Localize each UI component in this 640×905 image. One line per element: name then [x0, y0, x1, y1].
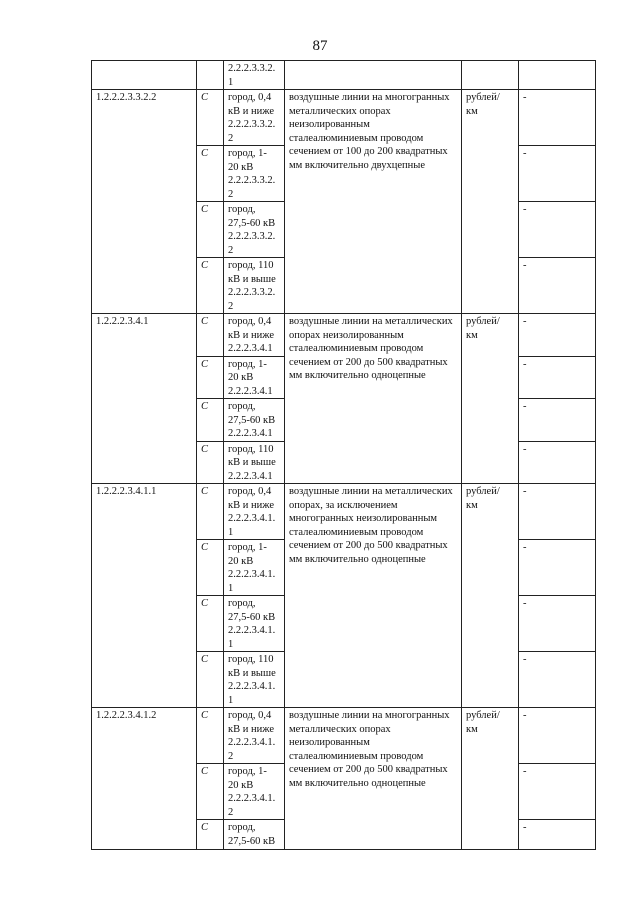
code-cell: 1.2.2.2.3.3.2.2: [92, 90, 197, 314]
tariff-table: [91, 60, 596, 850]
unit-cell: [462, 61, 519, 90]
value-cell: -: [519, 356, 596, 399]
tariff-table-body: [92, 61, 596, 850]
condition-cell: 2.2.2.3.3.2. 1: [224, 61, 285, 90]
letter-cell: С: [197, 314, 224, 357]
condition-cell: город, 0,4 кВ и ниже 2.2.2.3.4.1. 2: [224, 708, 285, 764]
letter-cell: С: [197, 399, 224, 442]
value-cell: -: [519, 314, 596, 357]
description-cell: воздушные линии на многогранных металлических опорах неизолированным сталеалюминиевым проводом сечением от 200 до 500 квадратных мм включительно одноцепные: [285, 708, 462, 850]
unit-cell: рублей/ км: [462, 314, 519, 484]
unit-cell: рублей/ км: [462, 90, 519, 314]
condition-cell: город, 0,4 кВ и ниже 2.2.2.3.3.2. 2: [224, 90, 285, 146]
condition-cell: город, 0,4 кВ и ниже 2.2.2.3.4.1. 1: [224, 484, 285, 540]
letter-cell: С: [197, 356, 224, 399]
letter-cell: С: [197, 258, 224, 314]
value-cell: -: [519, 90, 596, 146]
table-row: [92, 484, 596, 540]
condition-cell: город, 1- 20 кВ 2.2.2.3.4.1. 2: [224, 764, 285, 820]
condition-cell: город, 1- 20 кВ 2.2.2.3.3.2. 2: [224, 146, 285, 202]
condition-cell: город, 27,5-60 кВ 2.2.2.3.3.2. 2: [224, 202, 285, 258]
description-cell: воздушные линии на металлических опорах неизолированным сталеалюминиевым проводом сечением от 200 до 500 квадратных мм включительно одноцепные: [285, 314, 462, 484]
condition-cell: город, 1- 20 кВ 2.2.2.3.4.1: [224, 356, 285, 399]
letter-cell: С: [197, 540, 224, 596]
letter-cell: С: [197, 820, 224, 850]
letter-cell: С: [197, 146, 224, 202]
table-row: [92, 61, 596, 90]
value-cell: -: [519, 708, 596, 764]
unit-cell: рублей/ км: [462, 708, 519, 850]
code-cell: 1.2.2.2.3.4.1.1: [92, 484, 197, 708]
value-cell: -: [519, 820, 596, 850]
table-row: [92, 708, 596, 764]
letter-cell: С: [197, 202, 224, 258]
value-cell: -: [519, 202, 596, 258]
condition-cell: город, 110 кВ и выше 2.2.2.3.4.1: [224, 441, 285, 484]
condition-cell: город, 0,4 кВ и ниже 2.2.2.3.4.1: [224, 314, 285, 357]
value-cell: [519, 61, 596, 90]
value-cell: -: [519, 484, 596, 540]
condition-cell: город, 1- 20 кВ 2.2.2.3.4.1. 1: [224, 540, 285, 596]
value-cell: -: [519, 540, 596, 596]
letter-cell: С: [197, 708, 224, 764]
page-number: 87: [312, 38, 328, 54]
value-cell: -: [519, 764, 596, 820]
value-cell: -: [519, 441, 596, 484]
letter-cell: С: [197, 764, 224, 820]
condition-cell: город, 27,5-60 кВ 2.2.2.3.4.1. 1: [224, 596, 285, 652]
table-row: [92, 90, 596, 146]
condition-cell: город, 27,5-60 кВ: [224, 820, 285, 850]
letter-cell: [197, 61, 224, 90]
value-cell: -: [519, 652, 596, 708]
letter-cell: С: [197, 652, 224, 708]
value-cell: -: [519, 258, 596, 314]
unit-cell: рублей/ км: [462, 484, 519, 708]
code-cell: 1.2.2.2.3.4.1: [92, 314, 197, 484]
description-cell: воздушные линии на металлических опорах, за исключением многогранных неизолированным сталеалюминиевым проводом сечением от 200 до 500 квадратных мм включительно одноцепные: [285, 484, 462, 708]
value-cell: -: [519, 146, 596, 202]
letter-cell: С: [197, 484, 224, 540]
condition-cell: город, 110 кВ и выше 2.2.2.3.3.2. 2: [224, 258, 285, 314]
value-cell: -: [519, 399, 596, 442]
table-row: [92, 314, 596, 357]
code-cell: 1.2.2.2.3.4.1.2: [92, 708, 197, 850]
code-cell: [92, 61, 197, 90]
value-cell: -: [519, 596, 596, 652]
description-cell: воздушные линии на многогранных металлических опорах неизолированным сталеалюминиевым проводом сечением от 100 до 200 квадратных мм включительно двухцепные: [285, 90, 462, 314]
condition-cell: город, 110 кВ и выше 2.2.2.3.4.1. 1: [224, 652, 285, 708]
letter-cell: С: [197, 90, 224, 146]
letter-cell: С: [197, 596, 224, 652]
description-cell: [285, 61, 462, 90]
condition-cell: город, 27,5-60 кВ 2.2.2.3.4.1: [224, 399, 285, 442]
letter-cell: С: [197, 441, 224, 484]
